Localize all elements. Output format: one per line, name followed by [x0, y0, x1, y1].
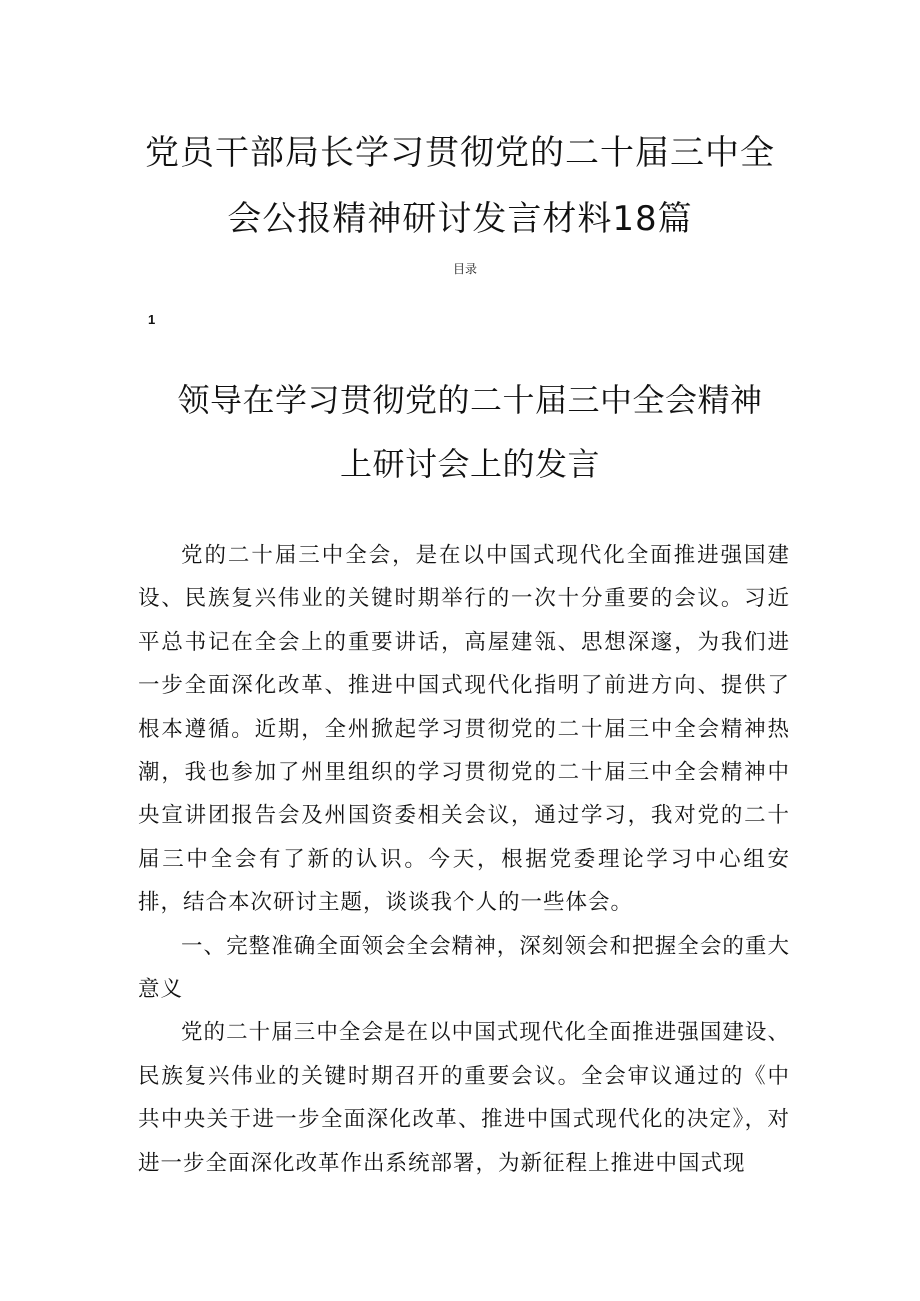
section-title-line-2: 上研讨会上的发言	[339, 445, 600, 483]
section-title-line-1: 领导在学习贯彻党的二十届三中全会精神	[177, 381, 763, 419]
document-title	[100, 120, 820, 252]
document-title-line-1: 党员干部局长学习贯彻党的二十届三中全	[145, 133, 775, 173]
toc-label: 目录	[452, 262, 477, 276]
paragraph-significance: 党的二十届三中全会是在以中国式现代化全面推进强国建设、民族复兴伟业的关键时期召开的重要会议。全会审议通过的《中共中央关于进一步全面深化改革、推进中国式现代化的决定》，对进一步全面深化改革作出系统部署，为新征程上推进中国式现	[138, 1020, 790, 1176]
page-number: 1	[148, 312, 156, 327]
body-text	[138, 534, 790, 1185]
section-title	[120, 368, 820, 496]
document-title-line-2: 会公报精神研讨发言材料18篇	[227, 199, 693, 239]
paragraph-heading-one: 一、完整准确全面领会全会精神，深刻领会和把握全会的重大意义	[138, 933, 790, 1003]
paragraph-intro: 党的二十届三中全会，是在以中国式现代化全面推进强国建设、民族复兴伟业的关键时期举行的一次十分重要的会议。习近平总书记在全会上的重要讲话，高屋建瓴、思想深邃，为我们进一步全面深化改革、推进中国式现代化指明了前进方向、提供了根本遵循。近期，全州掀起学习贯彻党的二十届三中全会精神热潮，我也参加了州里组织的学习贯彻党的二十届三中全会精神中央宣讲团报告会及州国资委相关会议，通过学习，我对党的二十届三中全会有了新的认识。今天，根据党委理论学习中心组安排，结合本次研讨主题，谈谈我个人的一些体会。	[138, 543, 790, 916]
